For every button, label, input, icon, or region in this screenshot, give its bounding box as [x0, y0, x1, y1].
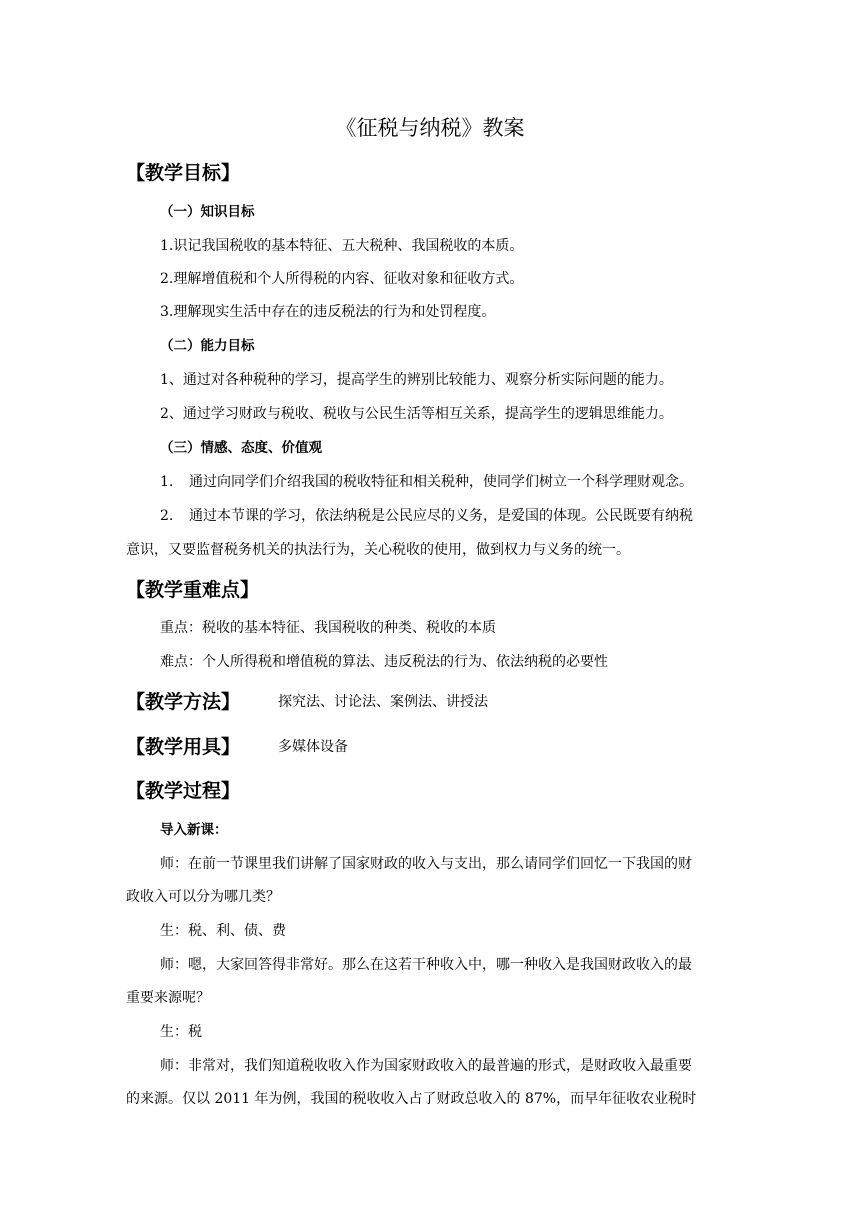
knowledge-item-1: 1.识记我国税收的基本特征、五大税种、我国税收的本质。	[160, 238, 524, 254]
knowledge-item-3: 3.理解现实生活中存在的违反税法的行为和处罚程度。	[160, 304, 496, 320]
process-line: 师：非常对，我们知道税收收入作为国家财政收入的最普遍的形式，是财政收入最重要	[160, 1058, 692, 1074]
emotion-item-2-number: 2.	[160, 508, 174, 524]
process-line: 师：在前一节课里我们讲解了国家财政的收入与支出，那么请同学们回忆一下我国的财	[160, 856, 692, 872]
emotion-item-2-continuation: 意识，又要监督税务机关的执法行为，关心税收的使用，做到权力与义务的统一。	[126, 542, 630, 558]
key-points-heading: 【教学重难点】	[126, 579, 260, 601]
tools-heading: 【教学用具】	[126, 736, 241, 758]
process-line: 生：税	[160, 1024, 202, 1040]
process-line: 政收入可以分为哪几类？	[126, 889, 280, 905]
key-point-difficult: 难点：个人所得税和增值税的算法、违反税法的行为、依法纳税的必要性	[160, 654, 608, 670]
intro-heading: 导入新课：	[160, 822, 228, 838]
ability-goals-heading: （二）能力目标	[160, 338, 255, 354]
methods-heading: 【教学方法】	[126, 691, 241, 713]
ability-item-2: 2、通过学习财政与税收、税收与公民生活等相互关系，提高学生的逻辑思维能力。	[160, 406, 673, 422]
knowledge-item-2: 2.理解增值税和个人所得税的内容、征收对象和征收方式。	[160, 271, 524, 287]
process-line: 生：税、利、债、费	[160, 923, 286, 939]
objectives-heading: 【教学目标】	[126, 162, 241, 184]
key-point-important: 重点：税收的基本特征、我国税收的种类、税收的本质	[160, 620, 496, 636]
ability-item-1: 1、通过对各种税种的学习，提高学生的辨别比较能力、观察分析实际问题的能力。	[160, 372, 673, 388]
process-line: 师：嗯，大家回答得非常好。那么在这若干种收入中，哪一种收入是我国财政收入的最	[160, 957, 692, 973]
process-line: 的来源。仅以 2011 年为例，我国的税收收入占了财政总收入的 87%，而早年征收农业税时	[126, 1091, 697, 1107]
process-heading: 【教学过程】	[126, 780, 241, 802]
emotion-item-1-text: 通过向同学们介绍我国的税收特征和相关税种，使同学们树立一个科学理财观念。	[189, 474, 693, 490]
process-line: 重要来源呢？	[126, 990, 210, 1006]
knowledge-goals-heading: （一）知识目标	[160, 204, 255, 220]
methods-text: 探究法、讨论法、案例法、讲授法	[278, 694, 488, 710]
document-title: 《征税与纳税》教案	[335, 116, 525, 140]
tools-text: 多媒体设备	[278, 739, 348, 755]
emotion-item-1-number: 1.	[160, 474, 174, 490]
emotion-goals-heading: （三）情感、态度、价值观	[160, 440, 322, 456]
emotion-item-2-text: 通过本节课的学习，依法纳税是公民应尽的义务，是爱国的体现。公民既要有纳税	[189, 508, 693, 524]
